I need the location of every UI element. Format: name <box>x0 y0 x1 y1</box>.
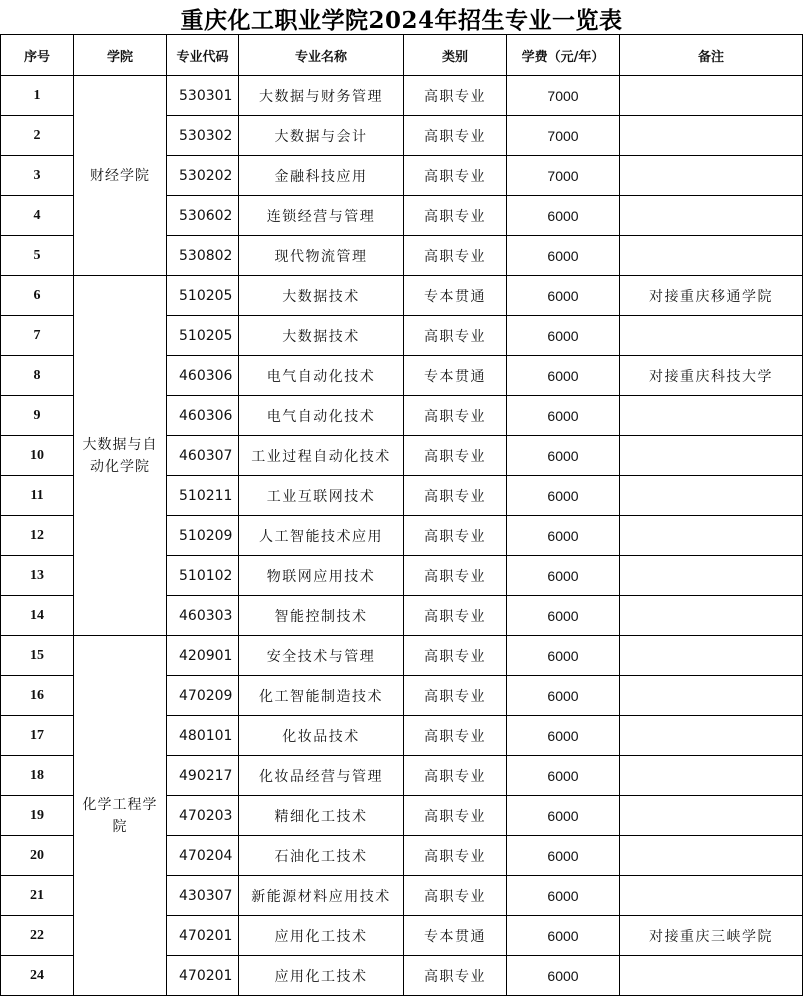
row-fee: 6000 <box>507 756 620 796</box>
row-code: 420901 <box>167 636 239 676</box>
row-fee: 7000 <box>507 116 620 156</box>
row-name: 精细化工技术 <box>239 796 404 836</box>
row-note: 对接重庆科技大学 <box>620 356 803 396</box>
row-fee: 6000 <box>507 916 620 956</box>
row-code: 470209 <box>167 676 239 716</box>
row-fee: 7000 <box>507 76 620 116</box>
row-fee: 7000 <box>507 156 620 196</box>
table-row <box>1 636 803 676</box>
row-fee: 6000 <box>507 236 620 276</box>
row-fee: 6000 <box>507 436 620 476</box>
table-header-row <box>1 35 803 76</box>
row-category: 专本贯通 <box>404 276 507 316</box>
row-note <box>620 716 803 756</box>
row-note <box>620 196 803 236</box>
row-category: 高职专业 <box>404 556 507 596</box>
row-note <box>620 836 803 876</box>
row-category: 高职专业 <box>404 716 507 756</box>
row-seq: 8 <box>1 356 74 396</box>
row-seq: 15 <box>1 636 74 676</box>
row-seq: 14 <box>1 596 74 636</box>
row-category: 高职专业 <box>404 836 507 876</box>
row-code: 470201 <box>167 956 239 996</box>
row-seq: 3 <box>1 156 74 196</box>
row-name: 现代物流管理 <box>239 236 404 276</box>
row-note <box>620 796 803 836</box>
row-code: 510209 <box>167 516 239 556</box>
row-seq: 19 <box>1 796 74 836</box>
row-name: 化妆品经营与管理 <box>239 756 404 796</box>
row-name: 电气自动化技术 <box>239 396 404 436</box>
row-code: 510205 <box>167 316 239 356</box>
row-name: 大数据与财务管理 <box>239 76 404 116</box>
header-note: 备注 <box>620 35 803 76</box>
row-category: 高职专业 <box>404 516 507 556</box>
row-note <box>620 116 803 156</box>
row-note <box>620 396 803 436</box>
row-fee: 6000 <box>507 556 620 596</box>
row-code: 470201 <box>167 916 239 956</box>
row-fee: 6000 <box>507 676 620 716</box>
row-note <box>620 436 803 476</box>
row-name: 大数据技术 <box>239 316 404 356</box>
row-category: 高职专业 <box>404 636 507 676</box>
row-note <box>620 956 803 996</box>
row-category: 高职专业 <box>404 756 507 796</box>
row-category: 高职专业 <box>404 476 507 516</box>
row-fee: 6000 <box>507 716 620 756</box>
row-name: 应用化工技术 <box>239 956 404 996</box>
row-code: 530202 <box>167 156 239 196</box>
row-code: 470203 <box>167 796 239 836</box>
row-fee: 6000 <box>507 516 620 556</box>
college-cell: 财经学院 <box>74 76 167 276</box>
row-seq: 21 <box>1 876 74 916</box>
row-code: 530802 <box>167 236 239 276</box>
row-note <box>620 156 803 196</box>
row-code: 510102 <box>167 556 239 596</box>
row-note <box>620 316 803 356</box>
row-note <box>620 476 803 516</box>
row-code: 510205 <box>167 276 239 316</box>
row-code: 530302 <box>167 116 239 156</box>
row-name: 化妆品技术 <box>239 716 404 756</box>
row-code: 460303 <box>167 596 239 636</box>
header-name: 专业名称 <box>239 35 404 76</box>
row-seq: 18 <box>1 756 74 796</box>
row-seq: 16 <box>1 676 74 716</box>
college-cell: 大数据与自动化学院 <box>74 276 167 636</box>
row-seq: 11 <box>1 476 74 516</box>
row-name: 电气自动化技术 <box>239 356 404 396</box>
row-note <box>620 236 803 276</box>
table-row <box>1 276 803 316</box>
header-code: 专业代码 <box>167 35 239 76</box>
row-name: 金融科技应用 <box>239 156 404 196</box>
row-seq: 20 <box>1 836 74 876</box>
row-fee: 6000 <box>507 876 620 916</box>
row-code: 460306 <box>167 356 239 396</box>
row-category: 高职专业 <box>404 596 507 636</box>
row-category: 专本贯通 <box>404 916 507 956</box>
row-fee: 6000 <box>507 836 620 876</box>
row-category: 高职专业 <box>404 316 507 356</box>
row-note <box>620 756 803 796</box>
row-seq: 12 <box>1 516 74 556</box>
row-code: 470204 <box>167 836 239 876</box>
row-name: 石油化工技术 <box>239 836 404 876</box>
row-name: 连锁经营与管理 <box>239 196 404 236</box>
row-fee: 6000 <box>507 196 620 236</box>
row-fee: 6000 <box>507 956 620 996</box>
row-fee: 6000 <box>507 356 620 396</box>
row-code: 490217 <box>167 756 239 796</box>
row-category: 高职专业 <box>404 76 507 116</box>
document-title: 重庆化工职业学院2024年招生专业一览表 <box>180 7 623 34</box>
header-category: 类别 <box>404 35 507 76</box>
row-fee: 6000 <box>507 476 620 516</box>
row-code: 530301 <box>167 76 239 116</box>
row-code: 460307 <box>167 436 239 476</box>
programs-table <box>0 34 803 996</box>
header-seq: 序号 <box>1 35 74 76</box>
row-code: 430307 <box>167 876 239 916</box>
row-seq: 9 <box>1 396 74 436</box>
row-seq: 6 <box>1 276 74 316</box>
row-seq: 24 <box>1 956 74 996</box>
row-note <box>620 556 803 596</box>
row-seq: 7 <box>1 316 74 356</box>
row-code: 530602 <box>167 196 239 236</box>
row-seq: 5 <box>1 236 74 276</box>
row-note <box>620 676 803 716</box>
row-fee: 6000 <box>507 596 620 636</box>
row-name: 智能控制技术 <box>239 596 404 636</box>
row-name: 大数据与会计 <box>239 116 404 156</box>
row-category: 专本贯通 <box>404 356 507 396</box>
row-name: 化工智能制造技术 <box>239 676 404 716</box>
header-fee: 学费（元/年） <box>507 35 620 76</box>
row-name: 人工智能技术应用 <box>239 516 404 556</box>
row-category: 高职专业 <box>404 156 507 196</box>
row-note <box>620 596 803 636</box>
row-name: 新能源材料应用技术 <box>239 876 404 916</box>
row-note <box>620 76 803 116</box>
row-seq: 4 <box>1 196 74 236</box>
header-college: 学院 <box>74 35 167 76</box>
row-fee: 6000 <box>507 316 620 356</box>
row-name: 物联网应用技术 <box>239 556 404 596</box>
row-category: 高职专业 <box>404 876 507 916</box>
row-note <box>620 516 803 556</box>
row-seq: 17 <box>1 716 74 756</box>
row-seq: 13 <box>1 556 74 596</box>
row-name: 应用化工技术 <box>239 916 404 956</box>
row-fee: 6000 <box>507 636 620 676</box>
row-seq: 2 <box>1 116 74 156</box>
row-category: 高职专业 <box>404 196 507 236</box>
college-cell: 化学工程学院 <box>74 636 167 996</box>
row-fee: 6000 <box>507 276 620 316</box>
row-category: 高职专业 <box>404 436 507 476</box>
row-note <box>620 636 803 676</box>
row-category: 高职专业 <box>404 236 507 276</box>
row-category: 高职专业 <box>404 116 507 156</box>
row-code: 480101 <box>167 716 239 756</box>
row-fee: 6000 <box>507 396 620 436</box>
row-seq: 10 <box>1 436 74 476</box>
row-name: 工业互联网技术 <box>239 476 404 516</box>
row-name: 大数据技术 <box>239 276 404 316</box>
row-category: 高职专业 <box>404 956 507 996</box>
row-name: 工业过程自动化技术 <box>239 436 404 476</box>
row-note: 对接重庆移通学院 <box>620 276 803 316</box>
table-row <box>1 76 803 116</box>
row-note: 对接重庆三峡学院 <box>620 916 803 956</box>
row-category: 高职专业 <box>404 796 507 836</box>
row-name: 安全技术与管理 <box>239 636 404 676</box>
row-category: 高职专业 <box>404 396 507 436</box>
row-category: 高职专业 <box>404 676 507 716</box>
row-code: 460306 <box>167 396 239 436</box>
row-seq: 22 <box>1 916 74 956</box>
row-note <box>620 876 803 916</box>
table-body <box>1 76 803 996</box>
row-seq: 1 <box>1 76 74 116</box>
row-code: 510211 <box>167 476 239 516</box>
row-fee: 6000 <box>507 796 620 836</box>
